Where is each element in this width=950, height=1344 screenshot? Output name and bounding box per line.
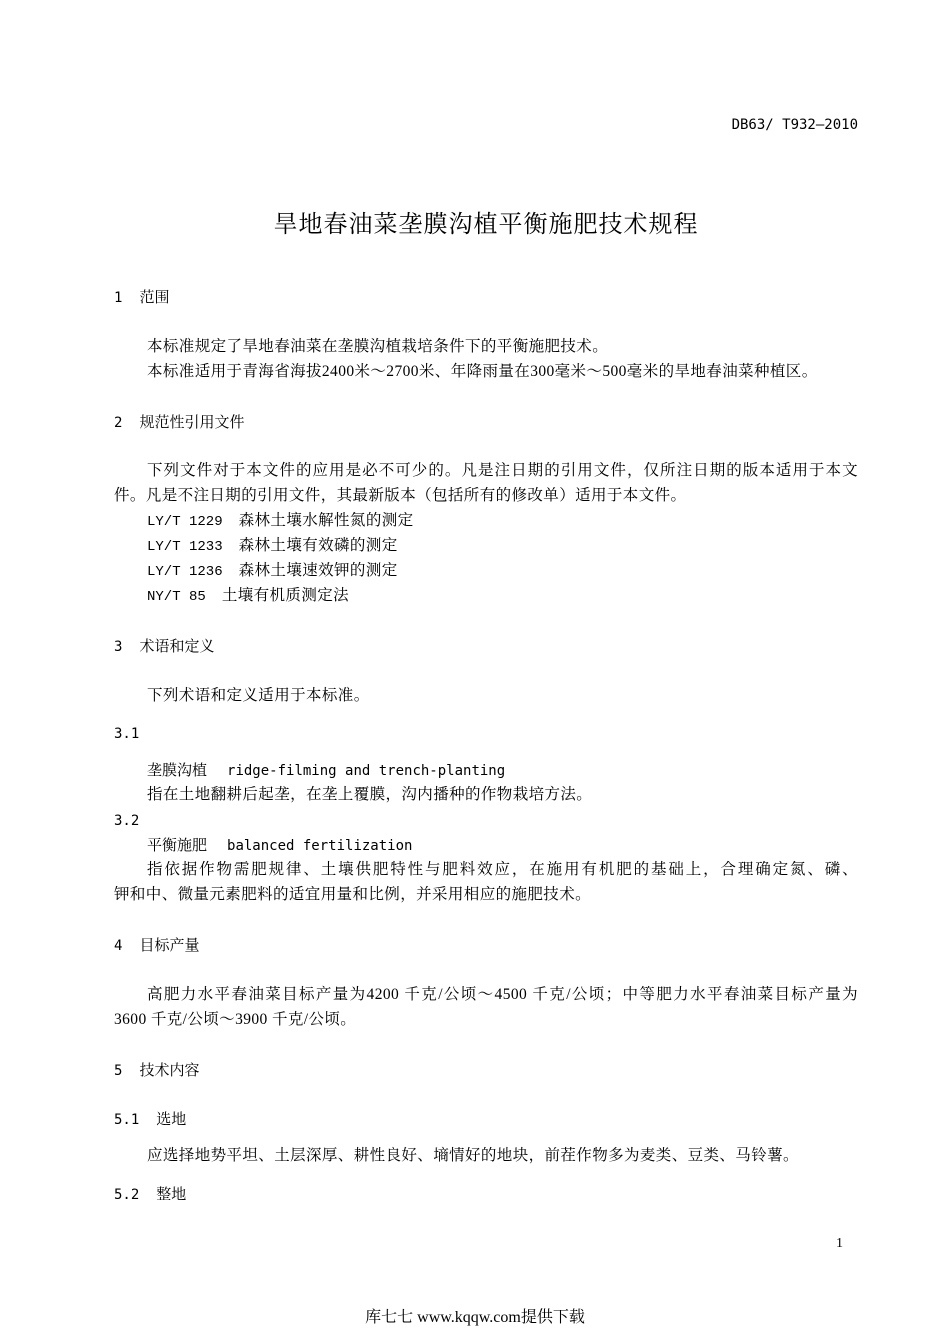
term-english: ridge-filming and trench-planting	[227, 763, 506, 779]
section-heading-1	[114, 287, 169, 308]
section-title: 术语和定义	[139, 637, 215, 655]
section-title: 目标产量	[139, 936, 200, 954]
paragraph-line: 高肥力水平春油菜目标产量为4200 千克/公顷～4500 千克/公顷；中等肥力水平春油菜目标产量为	[147, 986, 858, 1003]
reference-code: NY/T 85	[147, 589, 206, 605]
section-number: 5	[114, 1063, 123, 1079]
paragraph-line: 本标准适用于青海省海拔2400米～2700米、年降雨量在300毫米～500毫米的旱地春油菜种植区。	[147, 363, 818, 380]
term-definition-line: 指在土地翻耕后起垄，在垄上覆膜，沟内播种的作物栽培方法。	[147, 786, 593, 803]
section-title: 范围	[139, 288, 170, 306]
section-number: 3.2	[114, 813, 140, 829]
subsection-heading-5-1	[114, 1109, 186, 1130]
reference-item	[147, 584, 349, 609]
term-definition-line: 指依据作物需肥规律、土壤供肥特性与肥料效应，在施用有机肥的基础上，合理确定氮、磷、	[147, 861, 858, 878]
term-chinese: 平衡施肥	[147, 836, 208, 854]
section-heading-4	[114, 935, 199, 956]
reference-title: 森林土壤速效钾的测定	[238, 562, 398, 579]
reference-title: 土壤有机质测定法	[221, 587, 350, 604]
reference-item	[147, 534, 398, 559]
section-heading-2	[114, 412, 244, 433]
term-english: balanced fertilization	[227, 838, 413, 854]
subsection-heading-5-2	[114, 1184, 186, 1205]
term-entry	[147, 760, 505, 781]
reference-title: 森林土壤水解性氮的测定	[238, 512, 414, 529]
section-number: 1	[114, 290, 123, 306]
document-title: 旱地春油菜垄膜沟植平衡施肥技术规程	[273, 210, 699, 238]
reference-title: 森林土壤有效磷的测定	[238, 537, 398, 554]
term-chinese: 垄膜沟植	[147, 761, 208, 779]
term-entry	[147, 835, 412, 856]
section-number: 5.1	[114, 1112, 140, 1128]
section-title: 规范性引用文件	[139, 413, 245, 431]
document-code: DB63/ T932—2010	[731, 117, 858, 133]
download-footer: 库七七 www.kqqw.com提供下载	[365, 1309, 585, 1326]
paragraph-line: 下列文件对于本文件的应用是必不可少的。凡是注日期的引用文件，仅所注日期的版本适用于本文	[147, 462, 858, 479]
section-number: 2	[114, 415, 123, 431]
term-definition-line: 钾和中、微量元素肥料的适宜用量和比例，并采用相应的施肥技术。	[114, 886, 592, 903]
section-title: 技术内容	[139, 1061, 200, 1079]
reference-code: LY/T 1229	[147, 514, 223, 530]
section-number: 5.2	[114, 1187, 140, 1203]
section-number: 4	[114, 938, 123, 954]
paragraph-line: 下列术语和定义适用于本标准。	[147, 687, 370, 704]
term-number	[114, 723, 139, 744]
section-title: 整地	[156, 1185, 187, 1203]
reference-item	[147, 509, 414, 534]
paragraph-line: 3600 千克/公顷～3900 千克/公顷。	[114, 1011, 357, 1028]
section-number: 3	[114, 639, 123, 655]
paragraph-line: 本标准规定了旱地春油菜在垄膜沟植栽培条件下的平衡施肥技术。	[147, 338, 609, 355]
section-heading-3	[114, 636, 214, 657]
paragraph-line: 件。凡是不注日期的引用文件，其最新版本（包括所有的修改单）适用于本文件。	[114, 487, 687, 504]
term-number	[114, 810, 139, 831]
reference-code: LY/T 1236	[147, 564, 223, 580]
reference-item	[147, 559, 398, 584]
section-heading-5	[114, 1060, 199, 1081]
section-title: 选地	[156, 1110, 187, 1128]
page-number: 1	[836, 1236, 843, 1251]
section-number: 3.1	[114, 726, 140, 742]
reference-code: LY/T 1233	[147, 539, 223, 555]
paragraph-line: 应选择地势平坦、土层深厚、耕性良好、墒情好的地块，前茬作物多为麦类、豆类、马铃薯。	[147, 1147, 799, 1164]
